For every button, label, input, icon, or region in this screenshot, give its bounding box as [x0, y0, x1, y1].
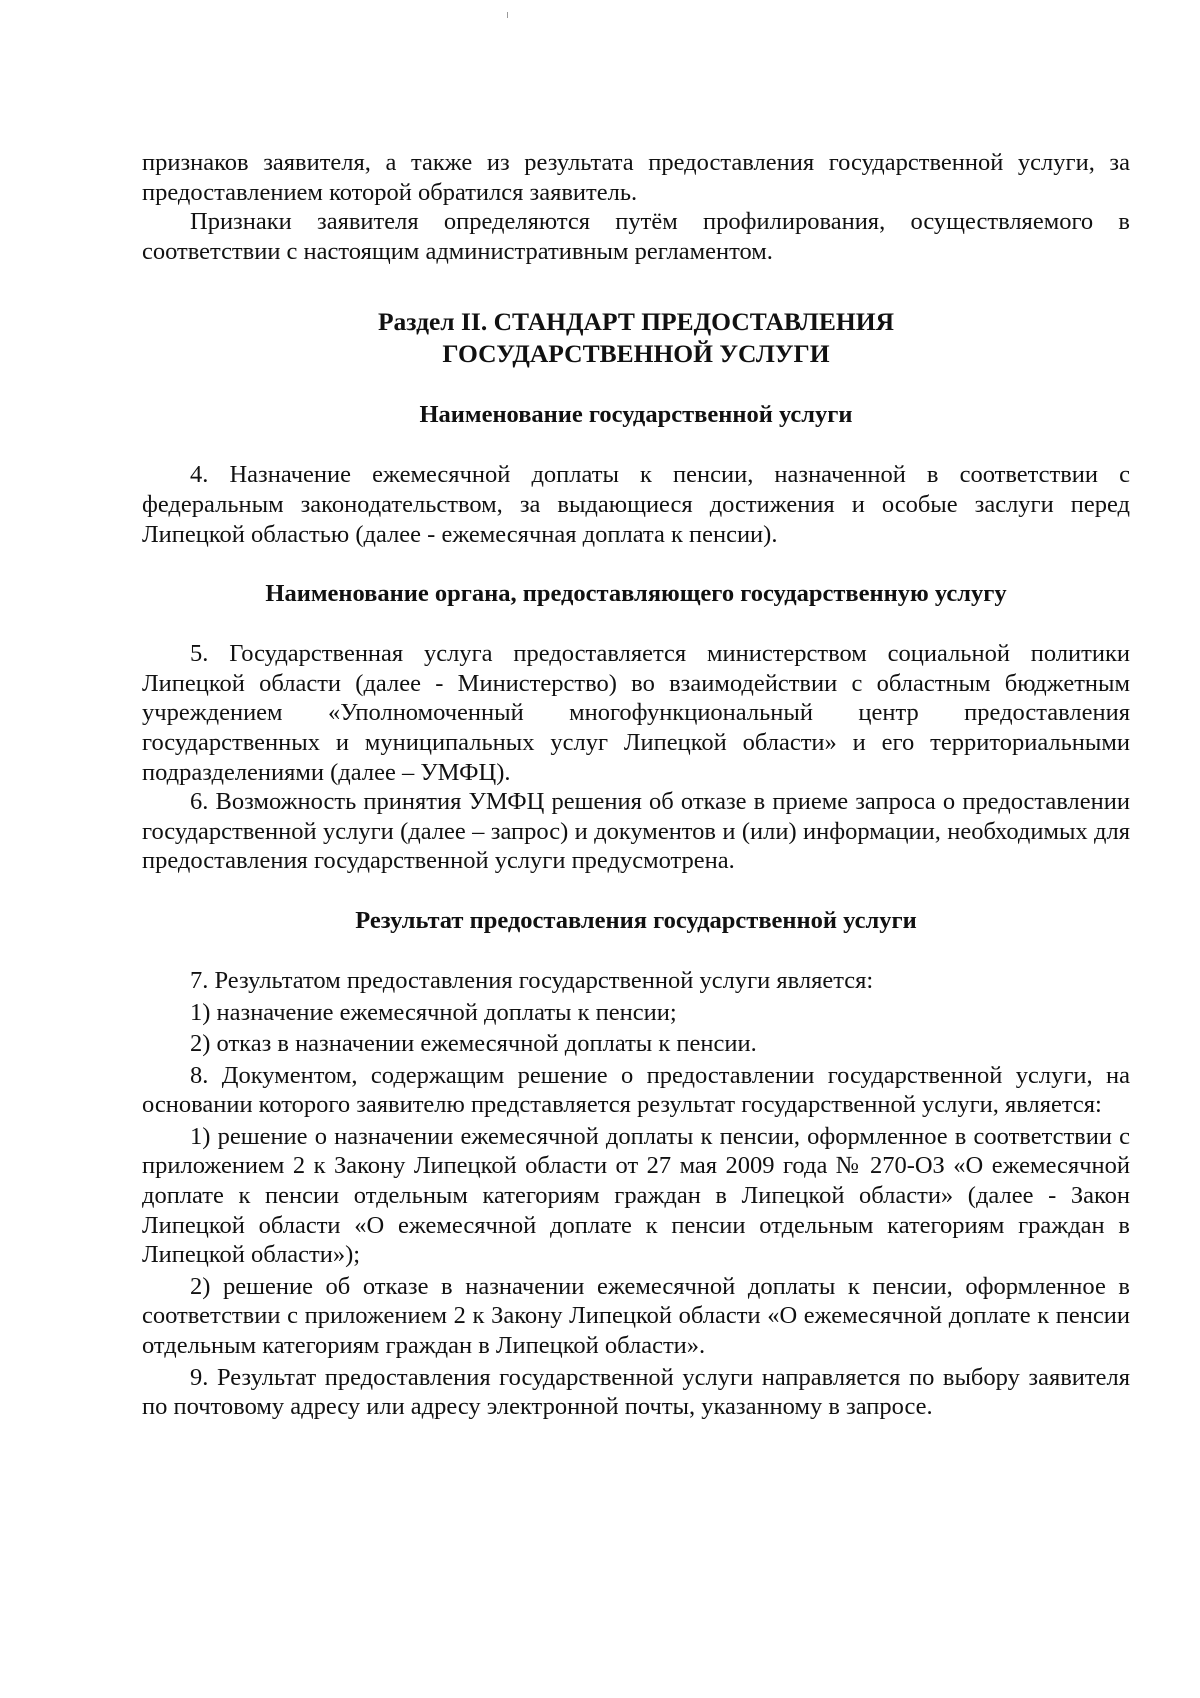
paragraph-8: 8. Документом, содержащим решение о предоставлении государственной услуги, на основании которого заявителю представляется результат государственной услуги, является:: [142, 1061, 1130, 1119]
paragraph-5: 5. Государственная услуга предоставляется министерством социальной политики Липецкой области (далее - Министерство) во взаимодействии с областным бюджетным учреждением «Уполномоченный многофункциональный центр предоставления государственных и муниципальных услуг Липецкой области» и его территориальными подразделениями (далее – УМФЦ).: [142, 640, 1130, 786]
paragraph-8-item-1: 1) решение о назначении ежемесячной доплаты к пенсии, оформленное в соответствии с приложением 2 к Закону Липецкой области от 27 мая 2009 года № 270-ОЗ «О ежемесячной доплате к пенсии отдельным категориям граждан в Липецкой области» (далее - Закон Липецкой области «О ежемесячной доплате к пенсии отдельным категориям граждан в Липецкой области»);: [142, 1122, 1130, 1269]
paragraph-7-item-2: 2) отказ в назначении ежемесячной доплаты к пенсии.: [190, 1030, 757, 1058]
heading-providing-body: Наименование органа, предоставляющего государственную услугу: [265, 580, 1007, 608]
section-title-line-2: ГОСУДАРСТВЕННОЙ УСЛУГИ: [442, 339, 830, 369]
paragraph-continuation: признаков заявителя, а также из результата предоставления государственной услуги, за предоставлением которой обратился заявитель.: [142, 149, 1130, 206]
paragraph-9: 9. Результат предоставления государственной услуги направляется по выбору заявителя по почтовому адресу или адресу электронной почты, указанному в запросе.: [142, 1363, 1130, 1421]
paragraph-profiling: Признаки заявителя определяются путём профилирования, осуществляемого в соответствии с настоящим административным регламентом.: [142, 208, 1130, 265]
heading-service-result: Результат предоставления государственной услуги: [355, 906, 917, 934]
paragraph-7: 7. Результатом предоставления государственной услуги является:: [190, 966, 874, 994]
paragraph-7-item-1: 1) назначение ежемесячной доплаты к пенсии;: [190, 998, 677, 1026]
section-title-line-1: Раздел II. СТАНДАРТ ПРЕДОСТАВЛЕНИЯ: [377, 307, 895, 337]
heading-service-name: Наименование государственной услуги: [419, 401, 853, 429]
document-page: [142, 148, 1130, 1422]
paragraph-6: 6. Возможность принятия УМФЦ решения об отказе в приеме запроса о предоставлении государственной услуги (далее – запрос) и документов и (или) информации, необходимых для предоставления государственной услуги предусмотрена.: [142, 788, 1130, 875]
paragraph-8-item-2: 2) решение об отказе в назначении ежемесячной доплаты к пенсии, оформленное в соответствии с приложением 2 к Закону Липецкой области «О ежемесячной доплате к пенсии отдельным категориям граждан в Липецкой области».: [142, 1272, 1130, 1360]
scan-artifact-mark: [507, 12, 508, 18]
paragraph-4: 4. Назначение ежемесячной доплаты к пенсии, назначенной в соответствии с федеральным законодательством, за выдающиеся достижения и особые заслуги перед Липецкой областью (далее - ежемесячная доплата к пенсии).: [142, 461, 1130, 548]
section-title: [142, 306, 1130, 370]
